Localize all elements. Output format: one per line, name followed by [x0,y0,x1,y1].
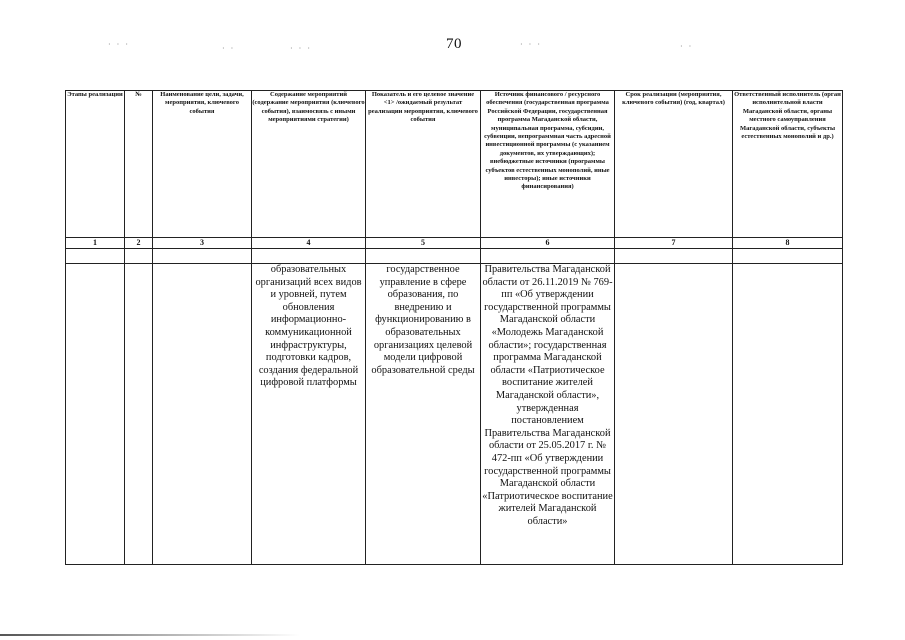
column-number: 5 [366,238,481,249]
header-row [66,91,843,238]
column-number: 2 [125,238,153,249]
cell-stages [66,264,125,565]
cell-responsible [733,264,843,565]
strategy-table [65,90,843,565]
column-number: 3 [153,238,252,249]
spacer-row [66,249,843,264]
column-number: 7 [615,238,733,249]
column-number-row [66,238,843,249]
header-stages: Этапы реализации [66,91,125,238]
header-number: № [125,91,153,238]
scan-noise-mid2: · · · [290,44,312,53]
cell-funding-source: Правительства Магаданской области от 26.11.2019 № 769-пп «Об утверждении государственной программы Магаданской области «Молодежь Магаданской области»; государственная программа Магаданской области «Патриотическое воспитание жителей Магаданской области», утвержденная постановлением Правительства Магаданской области от 25.05.2017 г. № 472-пп «Об утверждении государственной программы Магаданской области «Патриотическое воспитание жителей Магаданской области» [481,264,615,565]
page-number: 70 [446,36,462,52]
header-goal-name: Наименование цели, задачи, мероприятия, ключевого события [153,91,252,238]
scan-noise-left: · · · [108,40,130,49]
column-number: 6 [481,238,615,249]
cell-deadline [615,264,733,565]
header-event-content: Содержание мероприятий (содержание мероприятия (ключевого события), взаимосвязь с иными мероприятиями стратегии) [252,91,366,238]
table-row [66,264,843,565]
header-indicator: Показатель и его целевое значение <1> /ожидаемый результат реализации мероприятия, ключевого события [366,91,481,238]
column-number: 8 [733,238,843,249]
cell-number [125,264,153,565]
scan-noise-right2: · · [680,42,694,51]
cell-indicator: государственное управление в сфере образования, по внедрению и функционированию в образовательных организациях целевой модели цифровой образовательной среды [366,264,481,565]
column-number: 1 [66,238,125,249]
header-responsible: Ответственный исполнитель (орган исполнительной власти Магаданской области, органы местного самоуправления Магаданской области, субъекты естественных монополий и др.) [733,91,843,238]
scan-edge-smudge [0,634,300,636]
scan-noise-mid: · · [222,44,236,53]
cell-event-content: образовательных организаций всех видов и уровней, путем обновления информационно-коммуникационной инфраструктуры, подготовки кадров, создания федеральной цифровой платформы [252,264,366,565]
header-funding-source: Источник финансового / ресурсного обеспечения (государственная программа Российской Федерации, государственная программа Магаданской области, муниципальная программа, субсидии, субвенции, непрограммная часть адресной инвестиционной программы (с указанием документов, их утверждающих); внебюджетные источники (программы субъектов естественных монополий, иные инвесторы); иные источники финансирования) [481,91,615,238]
cell-goal-name [153,264,252,565]
scan-noise-right: · · · [520,40,542,49]
column-number: 4 [252,238,366,249]
header-deadline: Срок реализации (мероприятия, ключевого события) (год, квартал) [615,91,733,238]
